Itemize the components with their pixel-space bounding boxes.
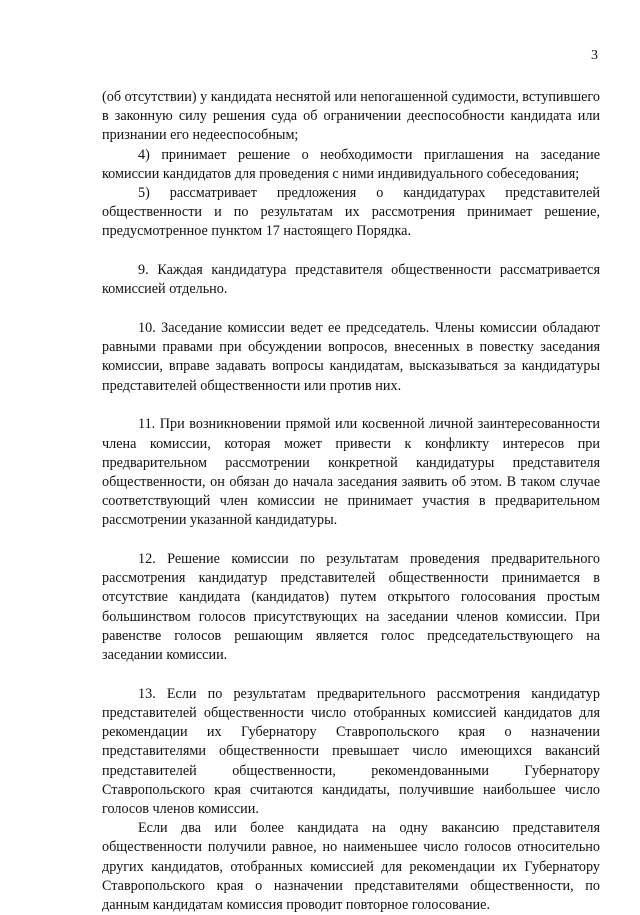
paragraph-item-4: 4) принимает решение о необходимости приглашения на заседание комиссии кандидатов для проведения с ними индивидуального собеседования;: [102, 146, 600, 182]
paragraph-clause-10: 10. Заседание комиссии ведет ее председатель. Члены комиссии обладают равными правами при обсуждении вопросов, внесенных в повестку заседания комиссии, вправе задавать вопросы кандидатам, высказываться за кандидатуры представителей общественности или против них.: [102, 320, 600, 394]
paragraph-clause-9: 9. Каждая кандидатура представителя общественности рассматривается комиссией отдельно.: [102, 262, 600, 298]
paragraph-continuation: (об отсутствии) у кандидата неснятой или непогашенной судимости, вступившего в законную силу решения суда об ограничении дееспособности кандидата или признании его недееспособным;: [102, 89, 600, 144]
paragraph-clause-11: 11. При возникновении прямой или косвенной личной заинтересованности члена комиссии, которая может привести к конфликту интересов при предварительном рассмотрении конкретной кандидатуры представителя общественности, он обязан до начала заседания заявить об этом. В таком случае соответствующий член комиссии не принимает участия в предварительном рассмотрении указанной кандидатуры.: [102, 416, 600, 529]
paragraph-clause-12: 12. Решение комиссии по результатам проведения предварительного рассмотрения кандидатур представителей общественности принимается в отсутствие кандидата (кандидатов) путем открытого голосования простым большинством голосов присутствующих на заседании членов комиссии. При равенстве голосов решающим является голос председательствующего на заседании комиссии.: [102, 551, 600, 664]
document-body: [102, 88, 600, 915]
paragraph-clause-13: 13. Если по результатам предварительного рассмотрения кандидатур представителей общественности число отобранных комиссией кандидатов для рекомендации их Губернатору Ставропольского края о назначении представителями общественности превышает число имеющихся вакансий представителей общественности, рекомендованными Губернатору Ставропольского края считаются кандидаты, получившие наибольшее число голосов членов комиссии.: [102, 685, 600, 817]
page-number: 3: [591, 48, 598, 63]
paragraph-item-5: 5) рассматривает предложения о кандидатурах представителей общественности и по результатам их рассмотрения принимает решение, предусмотренное пунктом 17 настоящего Порядка.: [102, 185, 600, 240]
paragraph-clause-13-continuation: Если два или более кандидата на одну вакансию представителя общественности получили равное, но наименьшее число голосов относительно других кандидатов, отобранных комиссией для рекомендации их Губернатору Ставропольского края о назначении представителями общественности, по данным кандидатам комиссия проводит повторное голосование.: [102, 820, 600, 914]
